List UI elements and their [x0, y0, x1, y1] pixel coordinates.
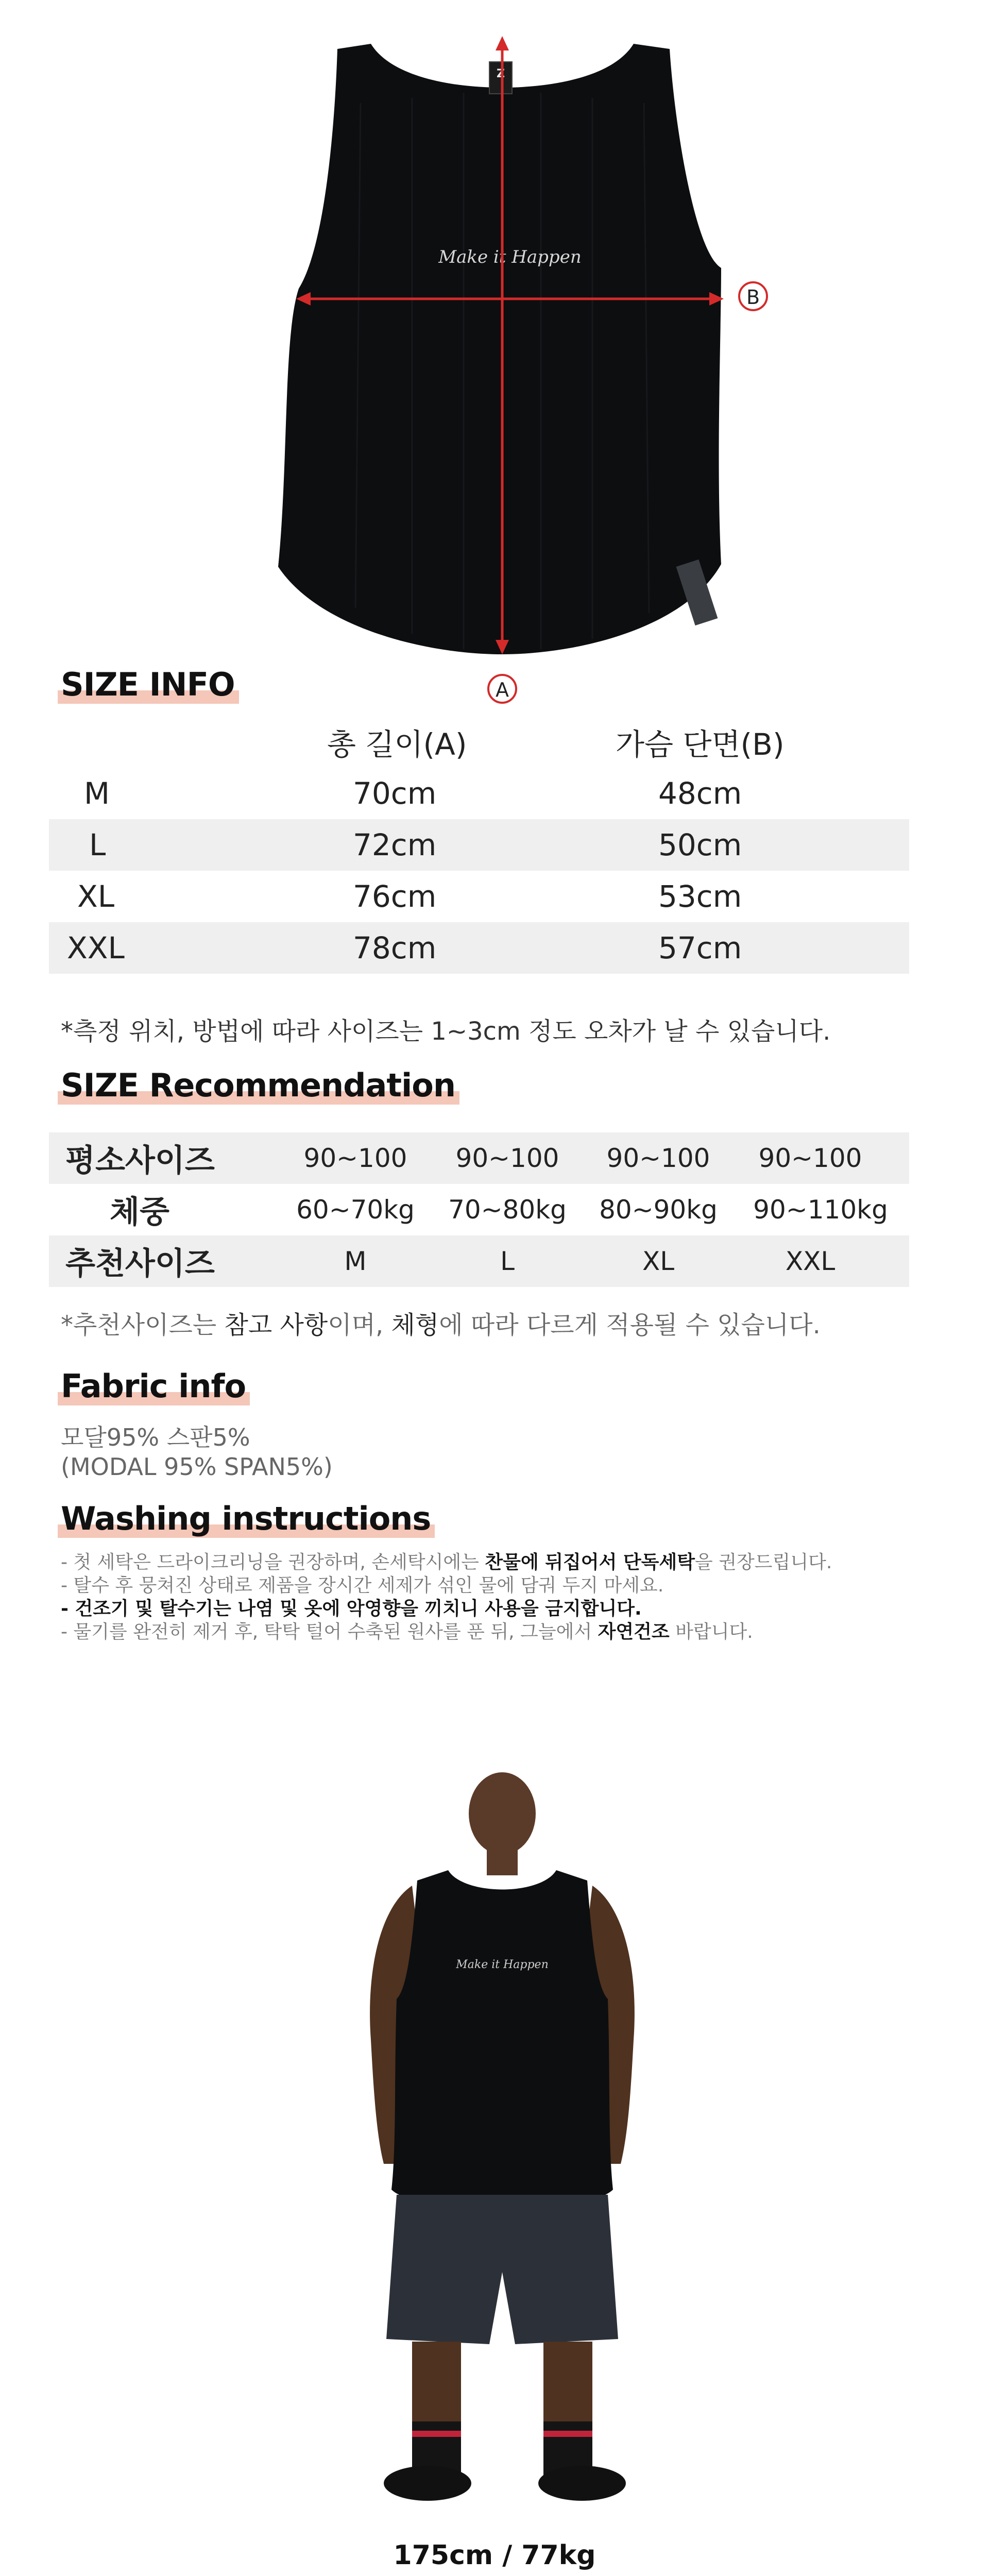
rec-value: M — [344, 1246, 367, 1276]
rec-value: L — [500, 1246, 515, 1276]
rec-row-recommended-size — [49, 1235, 909, 1287]
chest-value: 53cm — [658, 879, 742, 914]
product-measure-diagram — [0, 0, 989, 721]
rec-value: 90~100 — [303, 1143, 407, 1173]
tank-top-image — [278, 44, 721, 654]
washing-line-3: - 건조기 및 탈수기는 나염 및 옷에 악영향을 끼치니 사용을 금지합니다. — [61, 1598, 642, 1619]
size-label: L — [89, 827, 106, 862]
marker-a-label: A — [496, 679, 509, 701]
chest-value: 50cm — [658, 827, 742, 862]
rec-value: 90~110kg — [753, 1195, 888, 1225]
fabric-composition-korean: 모달95% 스판5% — [61, 1423, 250, 1451]
rec-value: 80~90kg — [599, 1195, 718, 1225]
rec-label-usual-size: 평소사이즈 — [65, 1143, 215, 1179]
neck-label-text: Z — [497, 67, 505, 80]
recommendation-note: *추천사이즈는 참고 사항이며, 체형에 따라 다르게 적용될 수 있습니다. — [61, 1311, 821, 1340]
length-value: 78cm — [353, 930, 437, 965]
rec-label-recommended-size: 추천사이즈 — [65, 1246, 215, 1282]
model-photo — [0, 1752, 989, 2535]
header-length: 총 길이(A) — [327, 727, 467, 762]
size-label: XL — [77, 879, 115, 914]
size-row-l — [49, 819, 909, 871]
size-row-xl — [49, 871, 909, 922]
size-row-m — [49, 768, 909, 819]
model-stats: 175cm / 77kg — [393, 2540, 596, 2571]
chest-value: 57cm — [658, 930, 742, 965]
rec-value: 90~100 — [606, 1143, 710, 1173]
size-recommendation-title: SIZE Recommendation — [61, 1070, 455, 1101]
size-row-xxl — [49, 922, 909, 974]
size-info-note: *측정 위치, 방법에 따라 사이즈는 1~3cm 정도 오차가 날 수 있습니다. — [61, 1017, 831, 1046]
rec-row-weight — [49, 1184, 909, 1235]
length-value: 70cm — [353, 776, 437, 811]
rec-value: 70~80kg — [448, 1195, 567, 1225]
length-value: 72cm — [353, 827, 437, 862]
size-info-title: SIZE INFO — [61, 669, 235, 701]
script-logo: Make it Happen — [438, 247, 582, 267]
washing-line-1: - 첫 세탁은 드라이크리닝을 권장하며, 손세탁시에는 찬물에 뒤집어서 단독세탁을 권장드립니다. — [61, 1552, 832, 1573]
washing-instructions-title: Washing instructions — [61, 1503, 431, 1535]
rec-row-usual-size — [49, 1132, 909, 1184]
model-shirt-logo: Make it Happen — [456, 1958, 549, 1971]
header-chest: 가슴 단면(B) — [616, 727, 785, 762]
rec-value: 60~70kg — [296, 1195, 415, 1225]
size-label: M — [84, 776, 110, 811]
length-arrow-top — [496, 36, 509, 50]
washing-line-4: - 물기를 완전히 제거 후, 탁탁 털어 수축된 원사를 푼 뒤, 그늘에서 자연건조 바랍니다. — [61, 1621, 753, 1642]
length-value: 76cm — [353, 879, 437, 914]
fabric-composition-english: (MODAL 95% SPAN5%) — [61, 1453, 333, 1481]
washing-line-2: - 탈수 후 뭉쳐진 상태로 제품을 장시간 세제가 섞인 물에 담궈 두지 마세요. — [61, 1575, 664, 1596]
rec-value: 90~100 — [455, 1143, 559, 1173]
fabric-info-title: Fabric info — [61, 1370, 246, 1402]
size-label: XXL — [67, 930, 125, 965]
rec-value: XL — [642, 1246, 675, 1276]
rec-value: 90~100 — [758, 1143, 862, 1173]
rec-label-weight: 체중 — [110, 1194, 169, 1230]
rec-value: XXL — [785, 1246, 835, 1276]
chest-value: 48cm — [658, 776, 742, 811]
marker-b-label: B — [746, 286, 760, 309]
